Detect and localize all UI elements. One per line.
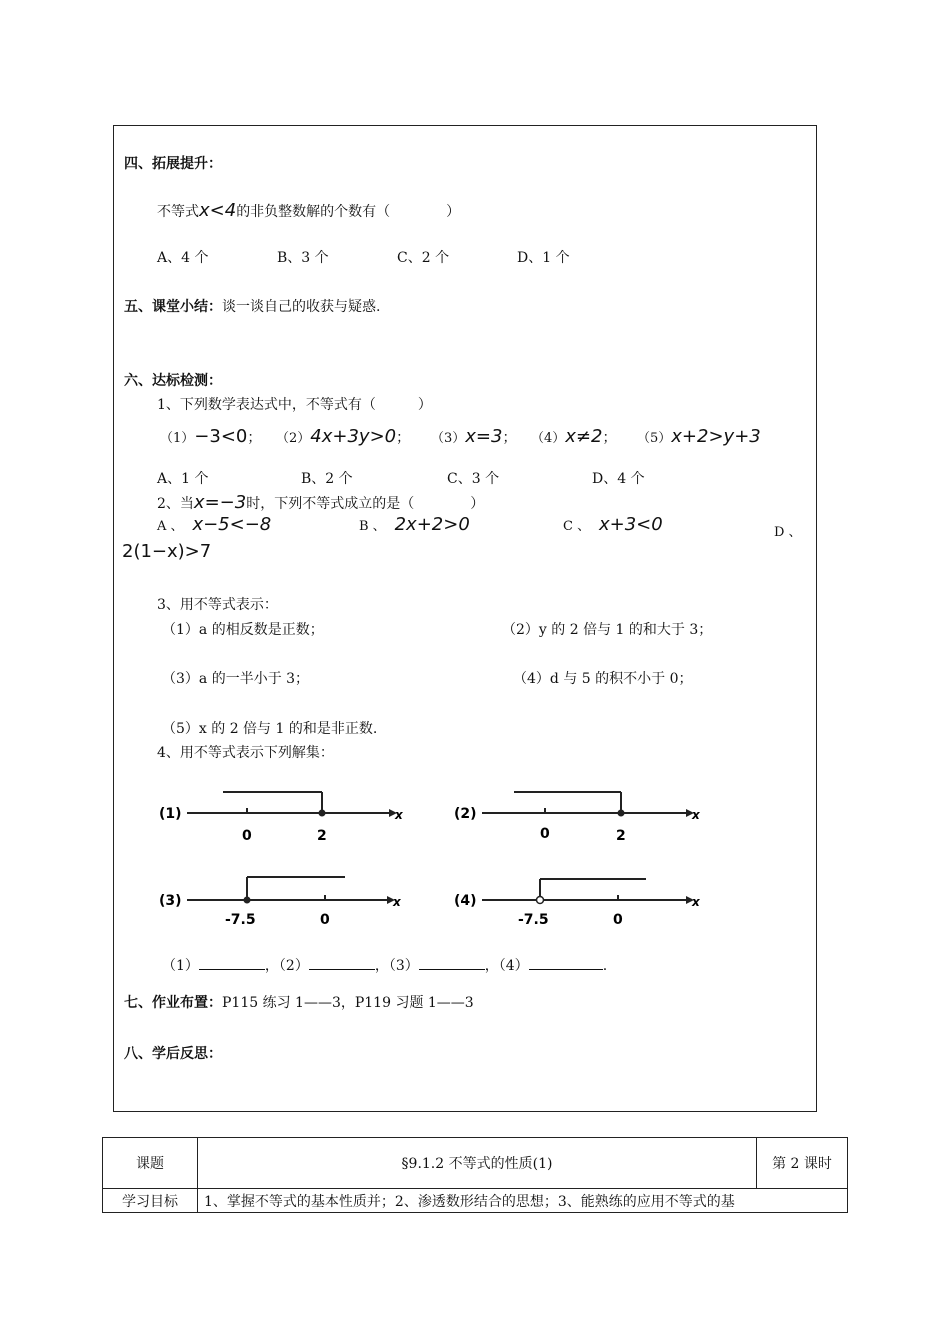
lesson-title-row [103, 1138, 848, 1189]
section6-heading: 六、达标检测： [124, 373, 222, 389]
figure-label: (1) [159, 806, 182, 822]
figure-label: (3) [159, 893, 182, 909]
q2-suffix: 时，下列不等式成立的是（ ） [246, 496, 485, 512]
q1-item-label: （2） [276, 431, 311, 446]
q1-item-label: （4） [531, 431, 566, 446]
q2-option-c [563, 514, 663, 535]
number-line-figure-4 [450, 867, 710, 937]
q1-option-d: D、4 个 [592, 471, 645, 487]
figure-label: (4) [454, 893, 477, 909]
answer-label-4: ，（4） [484, 958, 529, 974]
q2-option-a [157, 514, 271, 535]
q2-option-d-expr: 2(1−x)>7 [122, 541, 212, 562]
answer-blank-3[interactable] [419, 957, 485, 970]
q1-item-expr: 4x+3y>0 [310, 426, 397, 447]
q1-item-expr: −3<0 [194, 426, 248, 447]
q1-stem: 1、下列数学表达式中，不等式有（ ） [157, 397, 432, 413]
q1-item-expr: x=3 [465, 426, 503, 447]
number-line-figure-3 [155, 867, 415, 937]
closed-point [618, 810, 625, 817]
q1-item-sep: ； [602, 430, 617, 446]
q1-item-label: （5） [637, 431, 672, 446]
period-label: 第 2 课时 [757, 1138, 848, 1189]
q2-option-d-label: D 、 [774, 525, 802, 540]
closed-point [319, 810, 326, 817]
tick-label: -7.5 [225, 912, 256, 928]
q2-option-expr: x−5<−8 [192, 514, 272, 535]
section5-heading: 五、课堂小结： [124, 299, 222, 315]
q1-item-2 [276, 426, 410, 447]
axis-label: x [393, 895, 401, 909]
tick-label: 2 [616, 828, 626, 844]
q1-item-label: （1） [160, 431, 195, 446]
section4-heading: 四、拓展提升： [124, 156, 222, 172]
q2-option-label: A 、 [157, 519, 184, 534]
q3-item-3: （3）a 的一半小于 3； [162, 671, 310, 687]
answer-label-3: ，（3） [374, 958, 419, 974]
answer-end: . [602, 958, 608, 974]
section5 [124, 296, 380, 316]
axis-label: x [395, 808, 403, 822]
q1-item-sep: ； [396, 430, 411, 446]
q2-option-expr: 2x+2>0 [394, 514, 470, 535]
q2-condition: x=−3 [193, 492, 247, 513]
q2-stem [157, 492, 484, 513]
q3-item-4: （4）d 与 5 的积不小于 0； [513, 671, 693, 687]
q1-item-label: （3） [431, 431, 466, 446]
q1-item-expr: x≠2 [565, 426, 603, 447]
tick-label: 0 [613, 912, 623, 928]
section8-heading: 八、学后反思： [124, 1046, 222, 1062]
q3-item-2: （2）y 的 2 倍与 1 的和大于 3； [502, 622, 713, 638]
number-line-figure-1 [155, 780, 405, 850]
question-math: x<4 [199, 200, 237, 221]
axis-label: x [692, 808, 700, 822]
section7-text: P115 练习 1——3，P119 习题 1——3 [222, 995, 474, 1011]
q1-item-sep: ； [247, 430, 262, 446]
option-d: D、1 个 [517, 250, 570, 266]
q1-item-5 [637, 426, 761, 447]
tick-label: 2 [317, 828, 327, 844]
lesson-table [102, 1137, 848, 1213]
section5-text: 谈一谈自己的收获与疑惑. [222, 299, 381, 315]
q1-option-a: A、1 个 [157, 471, 209, 487]
q2-option-b [359, 514, 470, 535]
tick-label: 0 [540, 826, 550, 842]
q2-option-expr: x+3<0 [599, 514, 663, 535]
answer-blank-2[interactable] [309, 957, 375, 970]
q1-items [160, 426, 261, 447]
q1-option-b: B、2 个 [301, 471, 353, 487]
tick-label: 0 [320, 912, 330, 928]
q1-item-expr: x+2>y+3 [671, 426, 761, 447]
q3-item-1: （1）a 的相反数是正数； [162, 622, 324, 638]
tick-label: 0 [242, 828, 252, 844]
question-suffix: 的非负整数解的个数有（ ） [236, 204, 461, 220]
answer-blank-1[interactable] [199, 957, 265, 970]
option-a: A、4 个 [157, 250, 209, 266]
option-b: B、3 个 [277, 250, 329, 266]
section7 [124, 992, 474, 1012]
q2-option-label: B 、 [359, 519, 386, 534]
lesson-goal-row [103, 1189, 848, 1213]
figure-label: (2) [454, 806, 477, 822]
answer-label-2: ，（2） [264, 958, 309, 974]
section4-question [157, 200, 460, 221]
q3-item-5: （5）x 的 2 倍与 1 的和是非正数. [162, 721, 378, 737]
topic-label: 课题 [103, 1138, 198, 1189]
q1-item-4 [531, 426, 616, 447]
section7-heading: 七、作业布置： [124, 995, 222, 1011]
question-prefix: 不等式 [157, 204, 199, 220]
q2-prefix: 2、当 [157, 496, 194, 512]
option-c: C、2 个 [397, 250, 450, 266]
q1-item-sep: ； [502, 430, 517, 446]
axis-label: x [692, 895, 700, 909]
q4-answers [162, 955, 607, 975]
closed-point [244, 897, 251, 904]
goal-label: 学习目标 [103, 1189, 198, 1213]
answer-label-1: （1） [162, 958, 199, 974]
open-point [537, 897, 544, 904]
q3-stem: 3、用不等式表示： [157, 597, 278, 613]
answer-blank-4[interactable] [529, 957, 603, 970]
q1-item-3 [431, 426, 516, 447]
q1-option-c: C、3 个 [447, 471, 500, 487]
q2-option-label: C 、 [563, 519, 591, 534]
q4-stem: 4、用不等式表示下列解集： [157, 745, 334, 761]
number-line-figure-2 [450, 780, 710, 850]
lesson-title: §9.1.2 不等式的性质(1) [198, 1138, 757, 1189]
tick-label: -7.5 [518, 912, 549, 928]
goal-text: 1、掌握不等式的基本性质并；2、渗透数形结合的思想；3、能熟练的应用不等式的基 [198, 1189, 848, 1213]
